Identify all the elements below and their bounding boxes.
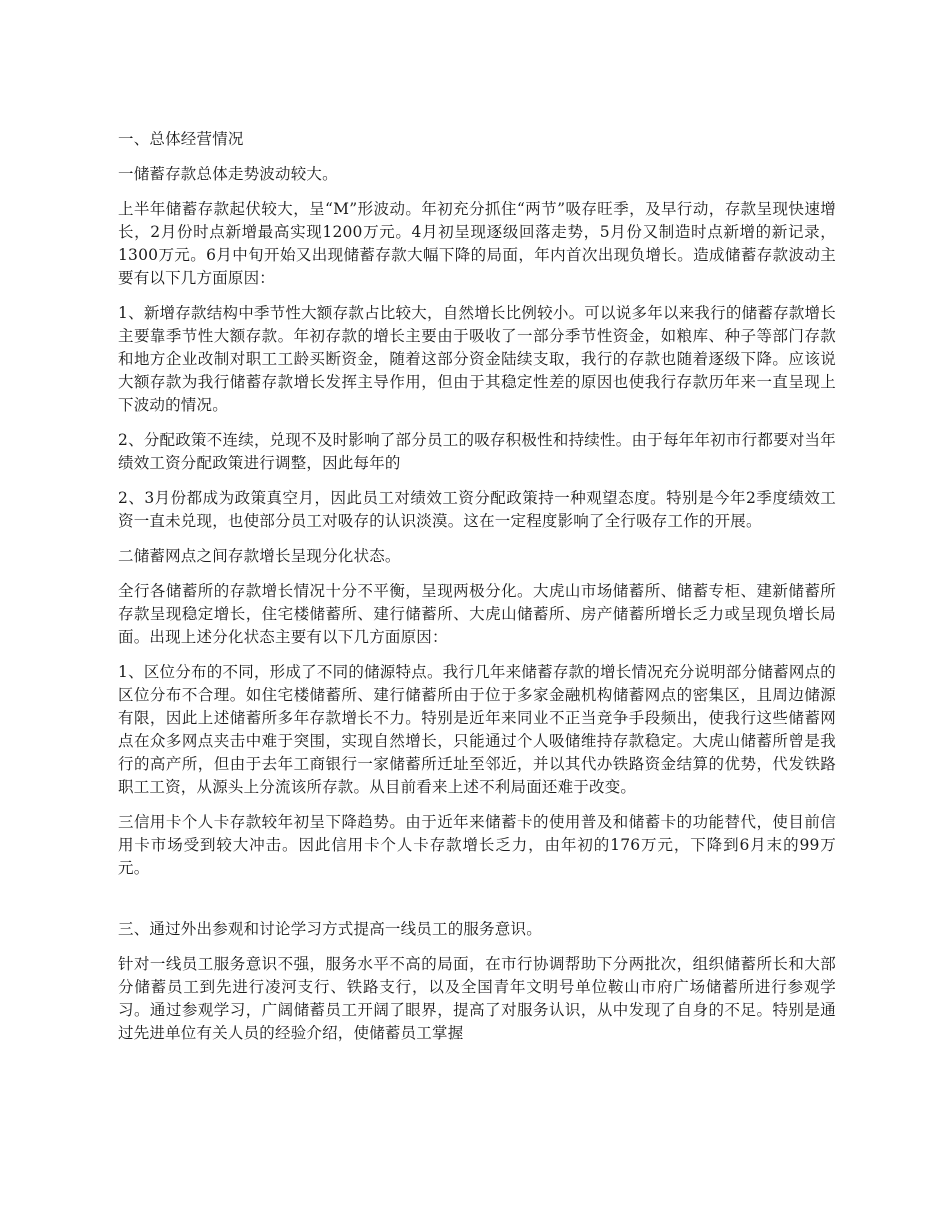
paragraph-reason-policy: 2、分配政策不连续，兑现不及时影响了部分员工的吸存积极性和持续性。由于每年年初市行都要对当年绩效工资分配政策进行调整，因此每年的: [118, 431, 836, 472]
section-heading-overall: 一、总体经营情况: [118, 130, 244, 148]
paragraph-credit-card-deposits: 三信用卡个人卡存款较年初呈下降趋势。由于近年来储蓄卡的使用普及和储蓄卡的功能替代，使目前信用卡市场受到较大冲击。因此信用卡个人卡存款增长乏力，由年初的176万元，下降到6月末的99万元。: [118, 813, 836, 877]
paragraph-first-half-overview: 上半年储蓄存款起伏较大，呈“M”形波动。年初充分抓住“两节”吸存旺季，及早行动，存款呈现快速增长，2月份时点新增最高实现1200万元。4月初呈现逐级回落走势，5月份又制造时点新增的新记录，1300万元。6月中旬开始又出现储蓄存款大幅下降的局面，年内首次出现负增长。造成储蓄存款波动主要有以下几方面原因：: [118, 200, 836, 287]
paragraph-branch-imbalance: 全行各储蓄所的存款增长情况十分不平衡，呈现两极分化。大虎山市场储蓄所、储蓄专柜、建新储蓄所存款呈现稳定增长，住宅楼储蓄所、建行储蓄所、大虎山储蓄所、房产储蓄所增长乏力或呈现负增长局面。出现上述分化状态主要有以下几方面原因：: [118, 582, 836, 646]
subheading-savings-fluctuation: 一储蓄存款总体走势波动较大。: [118, 165, 338, 183]
paragraph-policy-vacuum: 2、3月份都成为政策真空月，因此员工对绩效工资分配政策持一种观望态度。特别是今年2季度绩效工资一直未兑现，也使部分员工对吸存的认识淡漠。这在一定程度影响了全行吸存工作的开展。: [118, 489, 836, 530]
subheading-branch-divergence: 二储蓄网点之间存款增长呈现分化状态。: [118, 547, 401, 565]
paragraph-location-distribution: 1、区位分布的不同，形成了不同的储源特点。我行几年来储蓄存款的增长情况充分说明部分储蓄网点的区位分布不合理。如住宅楼储蓄所、建行储蓄所由于位于多家金融机构储蓄网点的密集区，且周边储源有限，因此上述储蓄所多年存款增长不力。特别是近年来同业不正当竞争手段频出，使我行这些储蓄网点在众多网点夹击中难于突围，实现自然增长，只能通过个人吸储维持存款稳定。大虎山储蓄所曾是我行的高产所，但由于去年工商银行一家储蓄所迁址至邻近，并以其代办铁路资金结算的优势，代发铁路职工工资，从源头上分流该所存款。从目前看来上述不利局面还难于改变。: [118, 663, 836, 796]
paragraph-reason-seasonal-deposits: 1、新增存款结构中季节性大额存款占比较大，自然增长比例较小。可以说多年以来我行的储蓄存款增长主要靠季节性大额存款。年初存款的增长主要由于吸收了一部分季节性资金，如粮库、种子等部门存款和地方企业改制对职工工龄买断资金，随着这部分资金陆续支取，我行的存款也随着逐级下降。应该说大额存款为我行储蓄存款增长发挥主导作用，但由于其稳定性差的原因也使我行存款历年来一直呈现上下波动的情况。: [118, 304, 836, 414]
document-page: [118, 128, 836, 1057]
paragraph-study-visits: 针对一线员工服务意识不强，服务水平不高的局面，在市行协调帮助下分两批次，组织储蓄所长和大部分储蓄员工到先进行凌河支行、铁路支行，以及全国青年文明号单位鞍山市府广场储蓄所进行参观学习。通过参观学习，广阔储蓄员工开阔了眼界，提高了对服务认识，从中发现了自身的不足。特别是通过先进单位有关人员的经验介绍，使储蓄员工掌握: [118, 955, 836, 1042]
section-heading-service-awareness: 三、通过外出参观和讨论学习方式提高一线员工的服务意识。: [118, 920, 542, 938]
section-spacer: [118, 892, 836, 918]
